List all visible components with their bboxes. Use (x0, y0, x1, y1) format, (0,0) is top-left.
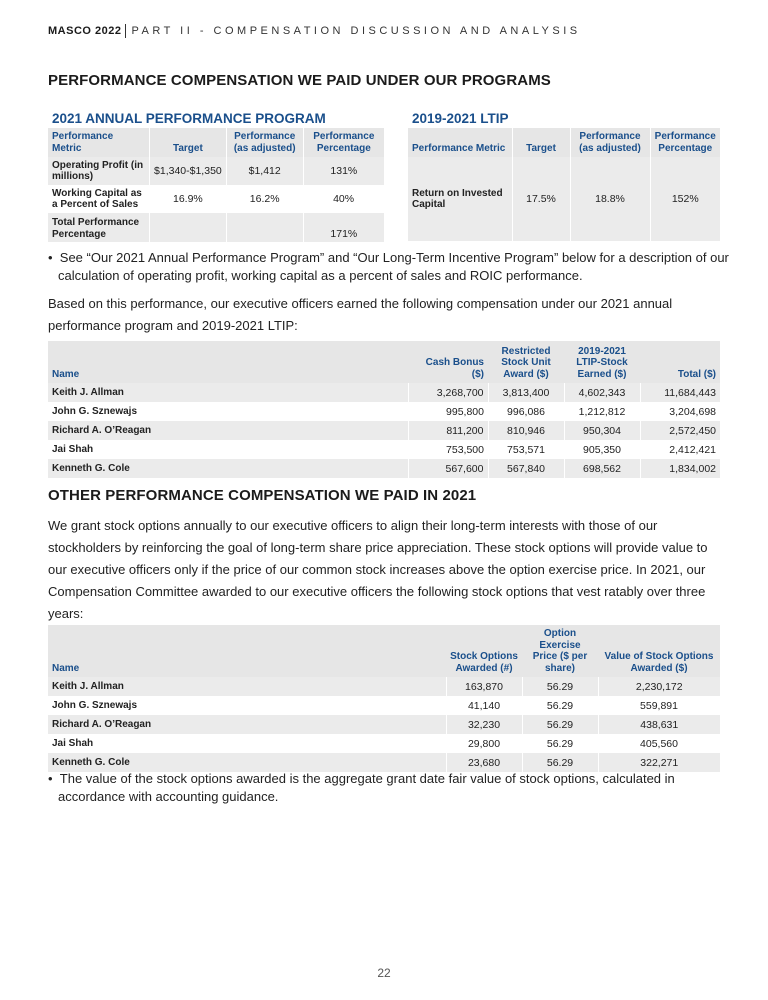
col-header: Stock Options Awarded (#) (446, 625, 522, 677)
col-header: Performance Metric (48, 128, 150, 157)
table-row: John G. Sznewajs 995,800 996,086 1,212,812 3,204,698 (52, 405, 716, 418)
section-name: PART II - COMPENSATION DISCUSSION AND ANALYSIS (131, 24, 581, 37)
section-title-performance: PERFORMANCE COMPENSATION WE PAID UNDER OUR PROGRAMS (48, 72, 551, 89)
col-header: Performance Percentage (303, 128, 384, 157)
annual-program-title: 2021 ANNUAL PERFORMANCE PROGRAM (52, 111, 326, 126)
col-header: Performance Percentage (650, 128, 720, 157)
table-row: Working Capital as a Percent of Sales 16.9% 16.2% 40% (52, 187, 355, 210)
col-header: Total ($) (640, 341, 720, 383)
col-header: Option Exercise Price ($ per share) (522, 625, 598, 677)
page-header (48, 24, 581, 38)
annual-program-table (48, 128, 384, 242)
stock-options-table (48, 625, 720, 772)
company-year: MASCO 2022 (48, 24, 122, 37)
ltip-table (408, 128, 720, 241)
table-row: Kenneth G. Cole 567,600 567,840 698,562 1,834,002 (48, 459, 720, 478)
table-row: Richard A. O’Reagan 811,200 810,946 950,304 2,572,450 (48, 421, 720, 440)
paragraph-stock-options: We grant stock options annually to our executive officers to align their long-term interests with those of our stockholders by reinforcing the goal of long-term share price appreciation. These stock options will provide value to our executive officers only if the price of our common stock increases above the option exercise price. In 2021, our Compensation Committee awarded to our executive officers the following stock options that vest ratably over three years: (48, 518, 708, 621)
table-row: Jai Shah 29,800 56.29 405,560 (52, 737, 678, 750)
col-header: Cash Bonus ($) (408, 341, 488, 383)
ltip-title: 2019-2021 LTIP (412, 111, 509, 126)
col-header: Name (48, 625, 446, 677)
compensation-table (48, 341, 720, 478)
table-row: John G. Sznewajs 41,140 56.29 559,891 (52, 699, 678, 712)
table-row: Operating Profit (in millions) $1,340-$1,350 $1,412 131% (48, 157, 384, 185)
page-number: 22 (377, 966, 391, 980)
note-bullet-2: • The value of the stock options awarded is the aggregate grant date fair value of stock options, calculated in accordance with accounting guidance. (48, 771, 675, 804)
table-row: Richard A. O’Reagan 32,230 56.29 438,631 (48, 715, 720, 734)
table-row: Total Performance Percentage 171% (48, 213, 384, 242)
col-header: Target (512, 128, 570, 157)
col-header: Target (150, 128, 227, 157)
table-row: Kenneth G. Cole 23,680 56.29 322,271 (48, 753, 720, 772)
col-header: 2019-2021 LTIP-Stock Earned ($) (564, 341, 640, 383)
note-bullet-1: • See “Our 2021 Annual Performance Program” and “Our Long-Term Incentive Program” below for a description of our calculation of operating profit, working capital as a percent of sales and ROIC performance. (48, 250, 729, 283)
table-row: Keith J. Allman 163,870 56.29 2,230,172 (48, 677, 720, 696)
paragraph-performance: Based on this performance, our executive officers earned the following compensation under our 2021 annual performance program and 2019-2021 LTIP: (48, 296, 673, 333)
table-row: Return on Invested Capital 17.5% 18.8% 152% (408, 157, 720, 241)
col-header: Restricted Stock Unit Award ($) (488, 341, 564, 383)
col-header: Performance Metric (408, 128, 512, 157)
col-header: Name (48, 341, 408, 383)
col-header: Performance (as adjusted) (570, 128, 650, 157)
table-row: Jai Shah 753,500 753,571 905,350 2,412,421 (52, 443, 716, 456)
col-header: Performance (as adjusted) (226, 128, 303, 157)
header-divider (125, 24, 126, 38)
col-header: Value of Stock Options Awarded ($) (598, 625, 720, 677)
section-title-other: OTHER PERFORMANCE COMPENSATION WE PAID IN 2021 (48, 487, 477, 504)
table-row: Keith J. Allman 3,268,700 3,813,400 4,602,343 11,684,443 (48, 383, 720, 402)
